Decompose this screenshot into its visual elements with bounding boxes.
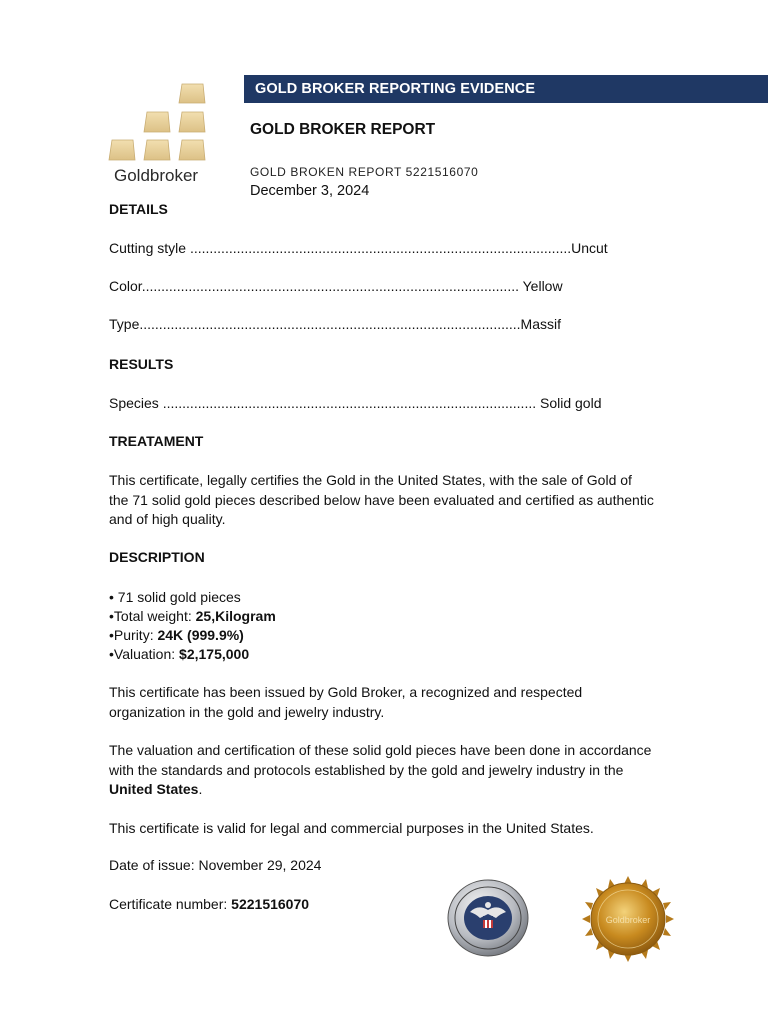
results-heading: RESULTS (109, 356, 174, 372)
gold-bars-logo-icon (106, 82, 210, 164)
description-list (109, 588, 276, 664)
detail-value: Massif (520, 316, 561, 332)
list-item: •Purity: 24K (999.9%) (109, 627, 244, 643)
leader-dots: ................................................................................................ (162, 395, 537, 411)
certificate-label: Certificate number: (109, 896, 232, 912)
silver-eagle-seal-icon (446, 878, 530, 958)
detail-row-color (109, 278, 563, 294)
result-row-species (109, 395, 602, 411)
list-item: • 71 solid gold pieces (109, 589, 241, 605)
detail-value: Uncut (571, 240, 608, 256)
certificate-value: 5221516070 (231, 896, 310, 912)
issued-paragraph: This certificate has been issued by Gold Broker, a recognized and respected organization in the gold and jewelry industry. (109, 684, 583, 720)
detail-row-type (109, 316, 561, 332)
detail-row-cutting-style (109, 240, 608, 256)
valuation-paragraph: The valuation and certification of these solid gold pieces have been done in accordance with the standards and protocols established by the gold and jewelry industry in the United States. (109, 742, 652, 797)
logo-wordmark: Goldbroker (114, 166, 199, 185)
treatment-heading: TREATAMENT (109, 433, 204, 449)
banner-title: GOLD BROKER REPORTING EVIDENCE (255, 81, 536, 97)
seal-text: Goldbroker (605, 915, 651, 925)
result-label: Species (109, 395, 163, 411)
header-banner (244, 75, 768, 103)
description-heading: DESCRIPTION (109, 549, 205, 565)
detail-label: Cutting style (109, 240, 190, 256)
leader-dots: .................................................................................................. (139, 316, 521, 332)
leader-dots: ................................................................................................. (141, 278, 519, 294)
gold-seal-icon (582, 876, 674, 962)
leader-dots: .................................................................................................. (189, 240, 572, 256)
report-number-line: GOLD BROKEN REPORT 5221516070 (250, 165, 479, 179)
detail-label: Color (109, 278, 142, 294)
details-heading: DETAILS (109, 201, 168, 217)
report-date: December 3, 2024 (250, 183, 370, 199)
treatment-paragraph: This certificate, legally certifies the Gold in the United States, with the sale of Gold of the 71 solid gold pieces described below have been evaluated and certified as authentic and of high quality. (109, 472, 654, 527)
detail-label: Type (109, 316, 140, 332)
issue-date: Date of issue: November 29, 2024 (109, 857, 322, 873)
list-item: •Total weight: 25,Kilogram (109, 608, 276, 624)
certificate-number (109, 896, 309, 912)
report-title: GOLD BROKER REPORT (250, 121, 436, 138)
result-value: Solid gold (536, 395, 602, 411)
valid-paragraph: This certificate is valid for legal and commercial purposes in the United States. (109, 820, 594, 836)
detail-value: Yellow (518, 278, 563, 294)
list-item: •Valuation: $2,175,000 (109, 646, 250, 662)
